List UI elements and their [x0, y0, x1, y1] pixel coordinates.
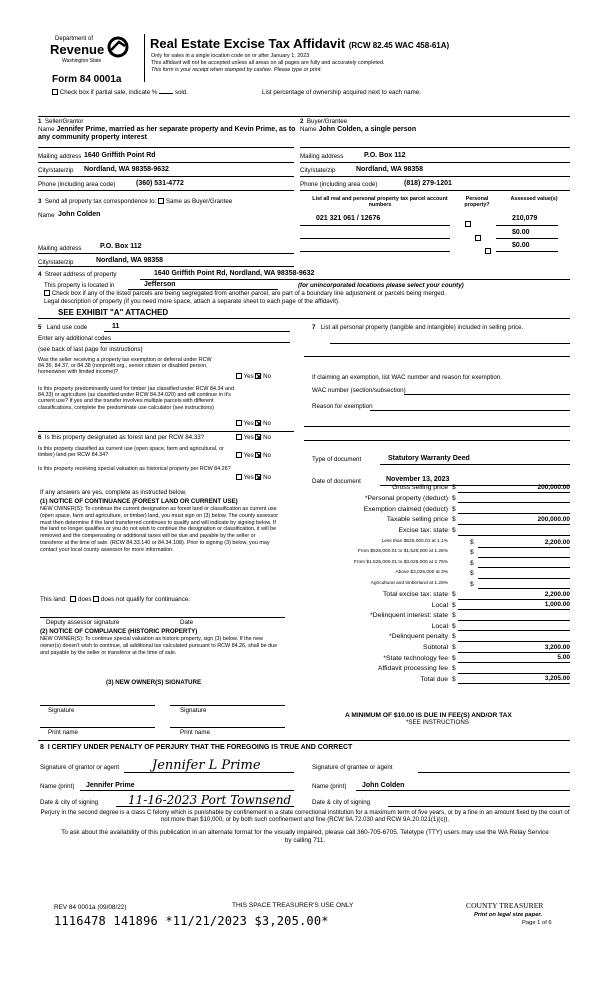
- calc-tier-0-label: Less than $525,000.01 at 1.1%: [381, 539, 448, 544]
- segregated-checkbox[interactable]: [44, 290, 50, 296]
- logo-state: Washington State: [62, 58, 102, 64]
- s6-q1-yes-checkbox[interactable]: [236, 434, 242, 440]
- assessed-3[interactable]: $0.00: [512, 242, 530, 249]
- s6-date-label: Date: [180, 619, 194, 626]
- rule-newowner-sig-1: [40, 705, 155, 706]
- buyer-label: Buyer/Grantee: [306, 118, 348, 125]
- calc-tier-3-dollar: $: [470, 570, 474, 578]
- s3-mail-label: Mailing address: [38, 245, 82, 252]
- rule-grantor-name: [80, 790, 294, 791]
- s5-seeback: (see back of last page for instructions): [38, 346, 143, 353]
- rule-s4-street: [140, 279, 570, 280]
- rule-s5-addl: [100, 342, 290, 343]
- personal-checkbox-1[interactable]: [465, 221, 471, 227]
- s5-q2-yes-checkbox[interactable]: [236, 420, 242, 426]
- s6-q2-answer: [236, 452, 271, 459]
- header-note-2: This affidavit will not be accepted unless all areas on all pages are fully and accurately completed.: [151, 60, 385, 66]
- buyer-phone-label: Phone (including area code): [300, 181, 378, 188]
- grantor-date-label: Date & city of signing: [40, 799, 99, 806]
- buyer-city-value[interactable]: Nordland, WA 98358: [356, 166, 424, 173]
- form-number: Form 84 0001a: [52, 74, 122, 85]
- minimum-due: A MINIMUM OF $10.00 IS DUE IN FEE(S) AND/OR TAX: [345, 712, 512, 719]
- form-title-text: Real Estate Excise Tax Affidavit: [150, 36, 346, 51]
- seller-phone-value[interactable]: (360) 531-4772: [136, 180, 184, 187]
- calc-total-8-value[interactable]: 3,205.00: [544, 675, 570, 683]
- calc-tier-2-dollar: $: [470, 559, 474, 567]
- doc-date-value[interactable]: November 13, 2023: [386, 476, 450, 483]
- s6-q2-yes-checkbox[interactable]: [236, 452, 242, 458]
- s6-sig-label-1: Signature: [48, 707, 75, 714]
- calc-row-3-dollar: $: [452, 516, 456, 524]
- s6-n1-text: NEW OWNER(S): To continue the current designation as forest land or classification as current use (open space, farm and agriculture, or timber) land, you must sign on (3) below. The county assessor must then determine if the land transferred continues to qualify and will indicate by signing below. If the land no longer qualifies or you do not wish to continue the designation or classification, it will be removed and the compensating or additional taxes will be due and payable by the seller or transferor at the time of sale. (RCW 84.33.140 or 84.34.108). Prior to signing (3) below, you may contact your local county assessor for more information.: [40, 506, 279, 553]
- doc-date-label: Date of document: [312, 478, 361, 485]
- s6-q3-no-label: No: [263, 474, 272, 481]
- calc-total-7-rule: [458, 673, 570, 674]
- rule-grantee-sig: [418, 772, 570, 773]
- s7-label-text: List all personal property (tangible and intangible) included in selling price.: [320, 324, 524, 331]
- partial-sold-label: sold.: [174, 89, 188, 96]
- calc-tier-3-label: Above $3,025,000 at 3%: [395, 570, 448, 576]
- s3-col-assessed: Assessed value(s): [510, 196, 558, 202]
- rule-s3-mail: [38, 253, 294, 254]
- logo: [50, 36, 130, 68]
- calc-row-4-label: Excise tax: state: [398, 527, 448, 535]
- rule-s5-end: [38, 431, 294, 432]
- s6-q1-no-checkbox[interactable]: [255, 434, 261, 440]
- s3-col-parcel: List all real and personal property tax parcel account numbers: [312, 196, 448, 209]
- s6-print-label-1: Print name: [48, 729, 78, 736]
- treasurer-stamp: 1116478 141896 *11/21/2023 $3,205.00*: [54, 914, 329, 928]
- calc-total-7-dollar: $: [452, 665, 456, 673]
- s6-q3-no-checkbox[interactable]: [255, 474, 261, 480]
- treasurer-space: THIS SPACE TREASURER'S USE ONLY: [232, 902, 354, 909]
- grantee-name-value[interactable]: John Colden: [362, 782, 405, 789]
- page-number: Page 1 of 6: [522, 920, 552, 926]
- s6-sig-label-2: Signature: [180, 707, 207, 714]
- rule-newowner-sig-2: [170, 705, 285, 706]
- calc-row-3-value[interactable]: 200,000.00: [537, 515, 570, 523]
- seller-name-label: Name: [38, 126, 55, 133]
- s6-q2-no-label: No: [263, 452, 272, 459]
- s6-q1-no-label: No: [263, 434, 272, 441]
- calc-total-5-rule: [458, 652, 570, 653]
- calc-row-1-label: *Personal property (deduct): [364, 494, 448, 502]
- rule-s7-reason: [370, 410, 570, 411]
- grantor-name-label: Name (print): [40, 783, 75, 790]
- calc-total-5-dollar: $: [452, 644, 456, 651]
- calc-total-0-value[interactable]: 2,200.00: [544, 590, 570, 598]
- thisland-label: This land:: [40, 596, 67, 603]
- rule-s5-code: [104, 331, 290, 332]
- s5-q1-yes-label: Yes: [243, 373, 254, 380]
- rule-seller-mail: [38, 162, 294, 163]
- rule-deputy: [40, 617, 285, 618]
- grantor-name-value[interactable]: Jennifer Prime: [86, 782, 135, 789]
- s5-q2-yes-label: Yes: [243, 420, 254, 427]
- calc-tier-0-rule: [478, 547, 570, 548]
- s4-street-value[interactable]: 1640 Griffith Point Rd, Nordland, WA 98358-9632: [154, 270, 315, 277]
- s6-thisland: [40, 596, 190, 603]
- rule-s7-1: [330, 343, 570, 344]
- calc-tier-4-dollar: $: [470, 580, 474, 588]
- calc-tier-1-dollar: $: [470, 549, 474, 557]
- seller-mail-label: Mailing address: [38, 153, 82, 160]
- calc-total-0-label: Total excise tax: state: [383, 591, 448, 598]
- calc-total-1-value[interactable]: 1,000.00: [544, 601, 570, 609]
- doc-type-value[interactable]: Statutory Warranty Deed: [388, 455, 470, 462]
- calc-tier-4-rule: [478, 588, 570, 589]
- s5-q1-no-label: No: [263, 373, 272, 380]
- calc-total-3-rule: [458, 630, 570, 631]
- rule-assessed-1: [496, 225, 558, 226]
- s5-q2-answer: [236, 420, 271, 427]
- s7-exempt: If claiming an exemption, list WAC number and reason for exemption.: [312, 374, 502, 381]
- rule-grantor-sig: [124, 772, 294, 773]
- does-not-checkbox[interactable]: [93, 596, 99, 602]
- s6-q3-answer: [236, 474, 271, 481]
- calc-row-3-label: Taxable selling price: [386, 516, 448, 524]
- s6-q3-yes-checkbox[interactable]: [236, 474, 242, 480]
- s3-col-personal: Personal property?: [464, 196, 490, 209]
- calc-row-2-dollar: $: [452, 505, 456, 513]
- s4-street-label: 4 Street address of property: [38, 271, 117, 278]
- seller-name-value[interactable]: Jennifer Prime, married as her separate property and Kevin Prime, as to any community property interest: [38, 126, 296, 142]
- calc-total-3-dollar: $: [452, 622, 456, 630]
- logo-mark-icon: [107, 36, 129, 58]
- calc-total-3-label: Local: [431, 622, 448, 630]
- rule-doc-type: [380, 464, 570, 465]
- rule-top: [38, 116, 570, 117]
- calc-total-4-label: *Delinquent penalty: [389, 633, 448, 641]
- s4-label: Street address of property: [44, 271, 117, 278]
- seller-city-label: City/state/zip: [38, 167, 74, 174]
- s6-print-label-2: Print name: [180, 729, 210, 736]
- ownership-note: List percentage of ownership acquired next to each name.: [262, 89, 421, 96]
- legal-size-note: Print on legal size paper.: [474, 912, 542, 918]
- calc-total-5-value[interactable]: 3,200.00: [544, 643, 570, 651]
- calc-total-6-value[interactable]: 5.00: [557, 654, 570, 662]
- s3-parcel-1[interactable]: 021 321 061 / 12676: [316, 215, 381, 222]
- grantor-sig-label: Signature of grantor or agent: [40, 764, 120, 771]
- rule-grantor-date: [116, 806, 294, 807]
- s3-name-value[interactable]: John Colden: [58, 211, 101, 218]
- s4-exhibit: SEE EXHIBIT "A" ATTACHED: [58, 308, 169, 317]
- s5-q1: Was the seller receiving a property tax exemption or deferral under RCW 84.36, 84.37, or 84.38 (nonprofit org., senior citizen or disabled person, homeowner with limited income)?: [38, 357, 212, 376]
- calc-row-4-rule: [458, 535, 570, 536]
- calc-total-4-dollar: $: [452, 633, 456, 641]
- does-not-label: does not qualify for continuance.: [100, 596, 190, 603]
- does-checkbox[interactable]: [70, 596, 76, 602]
- grantee-sig-label: Signature of grantee or agent: [312, 764, 393, 771]
- s6-q2-yes-label: Yes: [243, 452, 254, 459]
- calc-tier-4-label: Agricultural and timberland at 1.28%: [370, 580, 448, 586]
- header-note-3: This form is your receipt when stamped by cashier. Please type or print.: [151, 67, 322, 73]
- form-title: [150, 36, 449, 51]
- calc-tier-0-dollar: $: [470, 539, 474, 546]
- calc-total-4-rule: [458, 641, 570, 642]
- s5-q1-answer: [236, 373, 271, 380]
- rule-newowner-print-2: [170, 727, 285, 728]
- rule-s3-city: [38, 266, 294, 267]
- s4-county-label: This property is located in: [44, 282, 115, 289]
- calc-total-5-label: Subtotal: [423, 644, 448, 651]
- rule-s8-top: [38, 740, 570, 741]
- partial-sale: [52, 89, 188, 96]
- rule-buyer-phone: [300, 190, 570, 191]
- s3-mail-value[interactable]: P.O. Box 112: [100, 243, 142, 250]
- same-as-buyer-label: Same as Buyer/Grantee: [165, 198, 233, 205]
- perjury-notice: [40, 809, 570, 824]
- rule-buyer-name: [300, 147, 570, 148]
- s6-q2-no-checkbox[interactable]: [255, 452, 261, 458]
- calc-total-8-dollar: $: [452, 675, 456, 683]
- buyer-city-label: City/state/zip: [300, 167, 336, 174]
- calc-total-7-label: Affidavit processing fee: [377, 665, 448, 673]
- s6-q3-yes-label: Yes: [243, 474, 254, 481]
- buyer-name-label: Name: [300, 126, 317, 133]
- rule-s7-2: [304, 356, 570, 357]
- buyer-name-value[interactable]: John Colden, a single person: [318, 126, 417, 133]
- s6-ifany: If any answers are yes, complete as instructed below.: [40, 489, 187, 496]
- rule-s4-end: [38, 318, 570, 319]
- access-notice: To ask about the availability of this publication in an alternate format for the visually impaired, please call 360-705-6705. Teletype (TTY) users may use the WA Relay Service by calling 711.: [61, 829, 549, 845]
- segregated-label: Check box if any of the listed parcels are being segregated from another parcel, are part of a boundary line adjustment or parcels being merged.: [51, 290, 446, 297]
- logo-dept: Department of: [55, 36, 94, 42]
- rule-s7-reason-2: [304, 426, 570, 427]
- county-treasurer: COUNTY TREASURER: [466, 901, 544, 910]
- calc-total-2-rule: [458, 620, 570, 621]
- buyer-mail-label: Mailing address: [300, 153, 344, 160]
- grantor-date-value[interactable]: 11-16-2023 Port Townsend: [128, 793, 292, 807]
- s4-unincorp: (for unincorporated locations please select your county): [298, 282, 464, 289]
- rule-buyer-mail: [300, 162, 570, 163]
- rule-parcel-3: [300, 251, 450, 252]
- s5-addl: Enter any additional codes: [38, 335, 111, 342]
- rule-grantee-date: [388, 806, 570, 807]
- calc-total-8-label: Total due: [420, 675, 448, 683]
- calc-tier-1-label: From $525,000.01 to $1,525,000 at 1.28%: [357, 549, 448, 555]
- certify-text: I CERTIFY UNDER PENALTY OF PERJURY THAT THE FOREGOING IS TRUE AND CORRECT: [47, 744, 353, 751]
- s6-q1-yes-label: Yes: [243, 434, 254, 441]
- personal-checkbox-3[interactable]: [485, 248, 491, 254]
- calc-row-4-dollar: $: [452, 527, 456, 535]
- calc-total-0-rule: [458, 599, 570, 600]
- calc-row-2-rule: [458, 513, 570, 514]
- seller-name-row: [38, 126, 298, 143]
- calc-row-0-dollar: $: [452, 484, 456, 491]
- s6-n3-heading: (3) NEW OWNER(S) SIGNATURE: [106, 679, 202, 686]
- s5-q1-yes-checkbox[interactable]: [236, 373, 242, 379]
- grantee-date-label: Date & city of signing: [312, 799, 371, 806]
- rule-parcel-2: [300, 238, 450, 239]
- rule-seller-name: [38, 147, 294, 148]
- s3-city-value[interactable]: Nordland, WA 98358: [96, 257, 164, 264]
- rule-newowner-print-1: [40, 727, 155, 728]
- header-note-1: Only for sales in a single location code on or after January 1, 2023: [151, 53, 310, 59]
- grantee-name-label: Name (print): [312, 783, 347, 790]
- s5-code-value[interactable]: 11: [112, 323, 120, 330]
- personal-checkbox-2[interactable]: [475, 235, 481, 241]
- s6-q1-answer: [236, 434, 271, 441]
- s4-legal: Legal description of property (if you need more space, attach a separate sheet to each page of the affidavit).: [44, 298, 340, 305]
- rule-parcel-1: [300, 225, 450, 226]
- rev-number: REV 84 0001a (09/08/22): [54, 904, 127, 911]
- s7-reason-label: Reason for exemption: [312, 403, 373, 410]
- s6-q3: Is this property receiving special valuation as historical property per RCW 84.26?: [38, 466, 231, 472]
- rule-seller-phone: [38, 190, 294, 191]
- calc-tier-3-rule: [478, 578, 570, 579]
- calc-total-6-dollar: $: [452, 654, 456, 662]
- logo-revenue: Revenue: [50, 42, 105, 57]
- calc-tier-2-label: From $1,525,000.01 to $3,025,000 at 2.75%: [353, 559, 448, 565]
- s6-n2-text: NEW OWNER(S): To continue special valuation as historic property, sign (3) below. If the new owner(s) doesn't wish to continue, all additional tax calculated pursuant to RCW 84.26, shall be due and payable by the seller or transferor at the time of sale.: [40, 636, 278, 656]
- s7-wac-label: WAC number (section/subsection): [312, 387, 406, 394]
- rule-s7-wac: [404, 394, 570, 395]
- perjury-text: Perjury in the second degree is a class C felony which is punishable by confinement in a state correctional institution for a maximum term of five years, or by a fine in an amount fixed by the court of not more than $10,000, or by both such confinement and fine (RCW 9A.72.030 and RCW 9A.20.021(1)(c)).: [40, 809, 570, 824]
- s6-q2: Is this property classified as current use (open space, farm and agricultural, or timber) land per RCW 84.34?: [38, 446, 224, 459]
- seller-label: Seller/Grantor: [44, 118, 84, 125]
- rule-seller-city: [38, 176, 294, 177]
- s7-label: 7 List all personal property (tangible and intangible) included in selling price.: [312, 324, 524, 331]
- buyer-name-row: [300, 126, 570, 133]
- calc-total-8-rule: [458, 683, 570, 684]
- same-as-buyer-checkbox[interactable]: [158, 198, 164, 204]
- calc-total-1-label: Local: [431, 601, 448, 609]
- calc-row-3-rule: [458, 524, 570, 525]
- s3-heading: 3 Send all property tax correspondence to: Same as Buyer/Grantee: [38, 198, 233, 205]
- calc-total-1-rule: [458, 609, 570, 610]
- s3-city-label: City/state/zip: [38, 259, 74, 266]
- calc-total-6-label: *State technology fee: [383, 654, 448, 662]
- calc-tier-2-rule: [478, 567, 570, 568]
- s6-q1: 6 Is this property designated as forest land per RCW 84.33?: [38, 434, 205, 441]
- s4-county-value[interactable]: Jefferson: [144, 281, 176, 288]
- partial-sale-checkbox[interactable]: [52, 89, 58, 95]
- s6-n1-heading: (1) NOTICE OF CONTINUANCE (FOREST LAND OR CURRENT USE): [40, 498, 238, 505]
- calc-tier-1-rule: [478, 557, 570, 558]
- assessed-1[interactable]: 210,079: [512, 215, 538, 222]
- form-rcw: (RCW 82.45 WAC 458-61A): [348, 41, 450, 50]
- calc-row-0-value[interactable]: 200,000.00: [537, 483, 570, 491]
- seller-phone-label: Phone (including area code): [38, 181, 116, 188]
- calc-total-2-label: *Delinquent interest: state: [370, 612, 448, 620]
- s6-q1-label: Is this property designated as forest land per RCW 84.33?: [44, 434, 205, 441]
- see-instructions: *SEE INSTRUCTIONS: [406, 719, 469, 726]
- calc-total-2-dollar: $: [452, 612, 456, 620]
- doc-type-label: Type of document: [312, 456, 362, 463]
- grantor-signature[interactable]: Jennifer L Prime: [152, 758, 261, 773]
- calc-total-1-dollar: $: [452, 601, 456, 609]
- rule-s7-reason-3: [304, 440, 570, 441]
- s6-n2-heading: (2) NOTICE OF COMPLIANCE (HISTORIC PROPERTY): [40, 628, 198, 635]
- s4-seg: [44, 290, 446, 297]
- s3-name-label: Name: [38, 212, 55, 219]
- seller-mail-value[interactable]: 1640 Griffith Point Rd: [84, 152, 156, 159]
- rule-assessed-2: [496, 238, 558, 239]
- s5-q2-no-label: No: [263, 420, 272, 427]
- rule-assessed-3: [496, 251, 558, 252]
- calc-row-0-rule: [458, 492, 570, 493]
- s5-label: Land use code: [46, 324, 88, 331]
- assessed-2[interactable]: $0.00: [512, 229, 530, 236]
- calc-row-1-dollar: $: [452, 494, 456, 502]
- does-label: does: [78, 596, 92, 603]
- seller-city-value[interactable]: Nordland, WA 98358-9632: [84, 166, 169, 173]
- rule-grantee-name: [356, 790, 570, 791]
- calc-total-0-dollar: $: [452, 591, 456, 598]
- rule-buyer-city: [300, 176, 570, 177]
- buyer-mail-value[interactable]: P.O. Box 112: [364, 152, 406, 159]
- calc-tier-0-value[interactable]: 2,200.00: [544, 538, 570, 546]
- s6-deputy-label: Deputy assessor signature: [46, 619, 120, 626]
- partial-sale-label: Check box if partial sale, indicate %: [59, 89, 158, 96]
- certify: 8 I CERTIFY UNDER PENALTY OF PERJURY THAT THE FOREGOING IS TRUE AND CORRECT: [40, 744, 353, 751]
- s5-q1-no-checkbox[interactable]: [255, 373, 261, 379]
- calc-row-2-label: Exemption claimed (deduct): [363, 505, 448, 513]
- s3-label: Send all property tax correspondence to:: [44, 198, 157, 205]
- s5-land-use: 5 Land use code: [38, 324, 88, 331]
- buyer-heading: 2 Buyer/Grantee: [300, 118, 348, 125]
- s5-q2: Is this property predominantly used for timber (as classified under RCW 84.34 and 84.33) or agriculture (as classified under RCW 84.34.020) and will continue in it's current use? If yes and the transfer involves multiple parcels with different classifications, complete the predominate use calculator (see instructions): [38, 386, 234, 411]
- calc-row-1-rule: [458, 502, 570, 503]
- seller-heading: 1 Seller/Grantor: [38, 118, 84, 125]
- calc-row-0-label: Gross selling price: [392, 484, 448, 491]
- s5-q2-no-checkbox[interactable]: [255, 420, 261, 426]
- buyer-phone-value[interactable]: (818) 279-1201: [404, 180, 452, 187]
- header-divider: [144, 34, 145, 82]
- calc-total-6-rule: [458, 662, 570, 663]
